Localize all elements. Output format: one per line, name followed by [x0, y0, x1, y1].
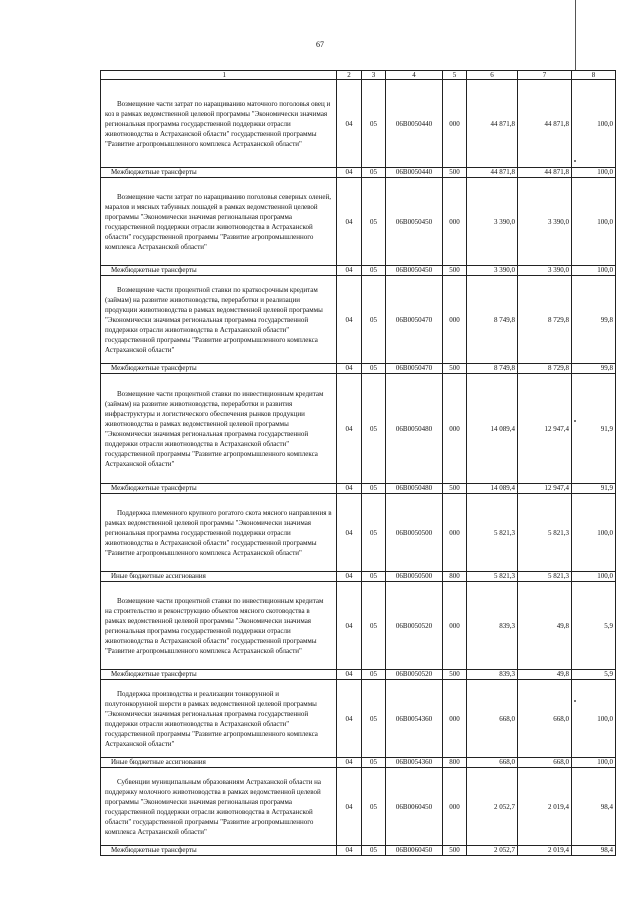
- row-executed-amount: 5 821,3: [518, 494, 572, 572]
- table-row-subitem: [101, 266, 616, 276]
- row-execution-percent: 99,8: [572, 364, 616, 374]
- table-row-program: [101, 494, 616, 572]
- row-section-code: 04: [337, 266, 362, 276]
- row-subsection-code: 05: [362, 768, 386, 846]
- row-expense-type: 000: [443, 494, 467, 572]
- row-name: Иные бюджетные ассигнования: [101, 572, 337, 582]
- table-row-subitem: [101, 846, 616, 856]
- row-plan-amount: 14 089,4: [467, 374, 518, 484]
- column-number-6: 6: [467, 71, 518, 80]
- row-plan-amount: 44 871,8: [467, 168, 518, 178]
- row-target-article: 06В0050450: [386, 178, 443, 266]
- row-executed-amount: 49,8: [518, 582, 572, 670]
- row-executed-amount: 3 390,0: [518, 266, 572, 276]
- row-plan-amount: 3 390,0: [467, 178, 518, 266]
- row-executed-amount: 12 947,4: [518, 484, 572, 494]
- row-section-code: 04: [337, 374, 362, 484]
- row-name: [101, 178, 337, 266]
- row-execution-percent: 100,0: [572, 758, 616, 768]
- column-number-3: 3: [362, 71, 386, 80]
- row-section-code: 04: [337, 582, 362, 670]
- table-row-subitem: [101, 168, 616, 178]
- row-executed-amount: 49,8: [518, 670, 572, 680]
- row-section-code: 04: [337, 178, 362, 266]
- row-section-code: 04: [337, 494, 362, 572]
- row-subsection-code: 05: [362, 572, 386, 582]
- row-executed-amount: 8 729,8: [518, 364, 572, 374]
- row-plan-amount: 668,0: [467, 680, 518, 758]
- row-name-text: Поддержка производства и реализации тонкорунной и полутонкорунной шерсти в рамках ведомственной целевой программы "Экономически значимая региональная программа государственной поддержки отрасли животноводства в Астраханской области" государственной программы "Развитие агропромышленного комплекса Астраханской области": [105, 689, 318, 748]
- row-execution-percent: 100,0: [572, 266, 616, 276]
- row-subsection-code: 05: [362, 680, 386, 758]
- row-execution-percent: 91,9: [572, 484, 616, 494]
- row-plan-amount: 839,3: [467, 670, 518, 680]
- row-executed-amount: 44 871,8: [518, 80, 572, 168]
- column-number-4: 4: [386, 71, 443, 80]
- row-name: Межбюджетные трансферты: [101, 670, 337, 680]
- row-expense-type: 500: [443, 670, 467, 680]
- row-executed-amount: 5 821,3: [518, 572, 572, 582]
- row-target-article: 06В0060450: [386, 846, 443, 856]
- row-subsection-code: 05: [362, 80, 386, 168]
- row-section-code: 04: [337, 670, 362, 680]
- row-subsection-code: 05: [362, 758, 386, 768]
- row-execution-percent: 98,4: [572, 768, 616, 846]
- row-execution-percent: 98,4: [572, 846, 616, 856]
- table-row-program: [101, 680, 616, 758]
- row-expense-type: 800: [443, 572, 467, 582]
- row-section-code: 04: [337, 572, 362, 582]
- row-expense-type: 500: [443, 364, 467, 374]
- column-number-row: [101, 71, 616, 80]
- row-name-text: Поддержка племенного крупного рогатого скота мясного направления в рамках ведомственной целевой программы "Экономически значимая региональная программа государственной поддержки отрасли животноводства в Астраханской области" государственной программы "Развитие агропромышленного комплекса Астраханской области": [105, 508, 332, 557]
- row-plan-amount: 8 749,8: [467, 276, 518, 364]
- row-section-code: 04: [337, 758, 362, 768]
- row-expense-type: 800: [443, 758, 467, 768]
- row-plan-amount: 14 089,4: [467, 484, 518, 494]
- row-subsection-code: 05: [362, 494, 386, 572]
- row-name: [101, 80, 337, 168]
- row-expense-type: 000: [443, 582, 467, 670]
- row-plan-amount: 839,3: [467, 582, 518, 670]
- row-name-text: Субвенции муниципальным образованиям Астраханской области на поддержку молочного животноводства в рамках ведомственной целевой программы "Экономически значимая региональная программа государственной поддержки отрасли животноводства в Астраханской области" государственной программы "Развитие агропромышленного комплекса Астраханской области": [105, 777, 321, 836]
- row-expense-type: 000: [443, 80, 467, 168]
- row-target-article: 06В0050450: [386, 266, 443, 276]
- table-row-program: [101, 582, 616, 670]
- row-execution-percent: 91,9: [572, 374, 616, 484]
- table-row-subitem: [101, 364, 616, 374]
- row-name-text: Возмещение части затрат по наращиванию поголовья северных оленей, маралов и мясных табунных лошадей в рамках ведомственной целевой программы "Экономически значимая региональная программа государственной поддержки отрасли животноводства в Астраханской области" государственной программы "Развитие агропромышленного комплекса Астраханской области": [105, 192, 331, 251]
- row-section-code: 04: [337, 364, 362, 374]
- table-row-program: [101, 276, 616, 364]
- table-row-subitem: [101, 670, 616, 680]
- column-number-2: 2: [337, 71, 362, 80]
- row-target-article: 06В0050520: [386, 670, 443, 680]
- column-number-7: 7: [518, 71, 572, 80]
- row-executed-amount: 668,0: [518, 758, 572, 768]
- row-subsection-code: 05: [362, 266, 386, 276]
- row-execution-percent: 99,8: [572, 276, 616, 364]
- table-row-subitem: [101, 572, 616, 582]
- row-target-article: 06В0054360: [386, 680, 443, 758]
- row-subsection-code: 05: [362, 168, 386, 178]
- row-executed-amount: 2 019,4: [518, 846, 572, 856]
- row-expense-type: 500: [443, 168, 467, 178]
- row-expense-type: 500: [443, 846, 467, 856]
- row-expense-type: 000: [443, 768, 467, 846]
- row-expense-type: 500: [443, 266, 467, 276]
- row-name: Межбюджетные трансферты: [101, 846, 337, 856]
- row-execution-percent: 100,0: [572, 680, 616, 758]
- table-row-program: [101, 768, 616, 846]
- row-execution-percent: 100,0: [572, 168, 616, 178]
- scan-margin-line: [575, 0, 576, 70]
- row-executed-amount: 12 947,4: [518, 374, 572, 484]
- column-number-5: 5: [443, 71, 467, 80]
- row-target-article: 06В0050480: [386, 374, 443, 484]
- row-name: Межбюджетные трансферты: [101, 266, 337, 276]
- row-expense-type: 000: [443, 276, 467, 364]
- row-target-article: 06В0050440: [386, 80, 443, 168]
- row-executed-amount: 8 729,8: [518, 276, 572, 364]
- row-name-text: Возмещение части процентной ставки по инвестиционным кредитам (займам) на развитие животноводства, переработки и развития инфраструктуры и логистического обеспечения рынков продукции животноводства в рамках ведомственной целевой программы "Экономически значимая региональная программа государственной поддержки отрасли животноводства в Астраханской области" государственной программы "Развитие агропромышленного комплекса Астраханской области": [105, 389, 324, 468]
- row-name: Межбюджетные трансферты: [101, 484, 337, 494]
- row-executed-amount: 44 871,8: [518, 168, 572, 178]
- row-plan-amount: 5 821,3: [467, 494, 518, 572]
- row-section-code: 04: [337, 768, 362, 846]
- row-plan-amount: 2 052,7: [467, 846, 518, 856]
- row-executed-amount: 2 019,4: [518, 768, 572, 846]
- row-target-article: 06В0050500: [386, 572, 443, 582]
- row-target-article: 06В0050470: [386, 364, 443, 374]
- budget-table-body: [101, 71, 616, 856]
- budget-table: [100, 70, 616, 856]
- row-expense-type: 000: [443, 178, 467, 266]
- row-section-code: 04: [337, 846, 362, 856]
- row-execution-percent: 5,9: [572, 670, 616, 680]
- row-name: [101, 276, 337, 364]
- row-subsection-code: 05: [362, 276, 386, 364]
- row-execution-percent: 100,0: [572, 572, 616, 582]
- table-row-subitem: [101, 484, 616, 494]
- row-plan-amount: 44 871,8: [467, 80, 518, 168]
- row-target-article: 06В0060450: [386, 768, 443, 846]
- row-section-code: 04: [337, 680, 362, 758]
- row-subsection-code: 05: [362, 582, 386, 670]
- row-plan-amount: 3 390,0: [467, 266, 518, 276]
- row-plan-amount: 2 052,7: [467, 768, 518, 846]
- row-subsection-code: 05: [362, 374, 386, 484]
- column-number-1: 1: [101, 71, 337, 80]
- row-plan-amount: 5 821,3: [467, 572, 518, 582]
- table-row-subitem: [101, 758, 616, 768]
- table-row-program: [101, 178, 616, 266]
- row-target-article: 06В0050470: [386, 276, 443, 364]
- table-row-program: [101, 374, 616, 484]
- row-name-text: Возмещение части процентной ставки по инвестиционным кредитам на строительство и реконструкцию объектов мясного скотоводства в рамках ведомственной целевой программы "Экономически значимая региональная программа государственной поддержки отрасли животноводства в Астраханской области" государственной программы "Развитие агропромышленного комплекса Астраханской области": [105, 596, 324, 655]
- row-name-text: Возмещение части процентной ставки по краткосрочным кредитам (займам) на развитие животноводства, переработки и реализации продукции животноводства в рамках ведомственной целевой программы "Экономически значимая региональная программа государственной поддержки отрасли животноводства в Астраханской области" государственной программы "Развитие агропромышленного комплекса Астраханской области": [105, 285, 323, 354]
- row-target-article: 06В0050520: [386, 582, 443, 670]
- row-name: [101, 582, 337, 670]
- row-section-code: 04: [337, 80, 362, 168]
- row-name: [101, 374, 337, 484]
- row-subsection-code: 05: [362, 364, 386, 374]
- row-section-code: 04: [337, 484, 362, 494]
- row-plan-amount: 8 749,8: [467, 364, 518, 374]
- row-name: Межбюджетные трансферты: [101, 168, 337, 178]
- row-plan-amount: 668,0: [467, 758, 518, 768]
- row-expense-type: 000: [443, 374, 467, 484]
- page-number: 67: [316, 40, 324, 49]
- row-executed-amount: 3 390,0: [518, 178, 572, 266]
- row-execution-percent: 100,0: [572, 80, 616, 168]
- row-execution-percent: 5,9: [572, 582, 616, 670]
- row-expense-type: 000: [443, 680, 467, 758]
- row-target-article: 06В0054360: [386, 758, 443, 768]
- row-section-code: 04: [337, 276, 362, 364]
- column-number-8: 8: [572, 71, 616, 80]
- row-subsection-code: 05: [362, 178, 386, 266]
- row-target-article: 06В0050480: [386, 484, 443, 494]
- row-execution-percent: 100,0: [572, 494, 616, 572]
- row-subsection-code: 05: [362, 484, 386, 494]
- row-execution-percent: 100,0: [572, 178, 616, 266]
- row-section-code: 04: [337, 168, 362, 178]
- row-name: [101, 680, 337, 758]
- row-subsection-code: 05: [362, 846, 386, 856]
- row-name: [101, 494, 337, 572]
- row-expense-type: 500: [443, 484, 467, 494]
- table-row-program: [101, 80, 616, 168]
- row-name: [101, 768, 337, 846]
- row-executed-amount: 668,0: [518, 680, 572, 758]
- row-name: Межбюджетные трансферты: [101, 364, 337, 374]
- row-name-text: Возмещение части затрат по наращиванию маточного поголовья овец и коз в рамках ведомственной целевой программы "Экономически значимая региональная программа государственной поддержки отрасли животноводства в Астраханской области" государственной программы "Развитие агропромышленного комплекса Астраханской области": [105, 99, 331, 148]
- row-target-article: 06В0050440: [386, 168, 443, 178]
- row-target-article: 06В0050500: [386, 494, 443, 572]
- row-name: Иные бюджетные ассигнования: [101, 758, 337, 768]
- row-subsection-code: 05: [362, 670, 386, 680]
